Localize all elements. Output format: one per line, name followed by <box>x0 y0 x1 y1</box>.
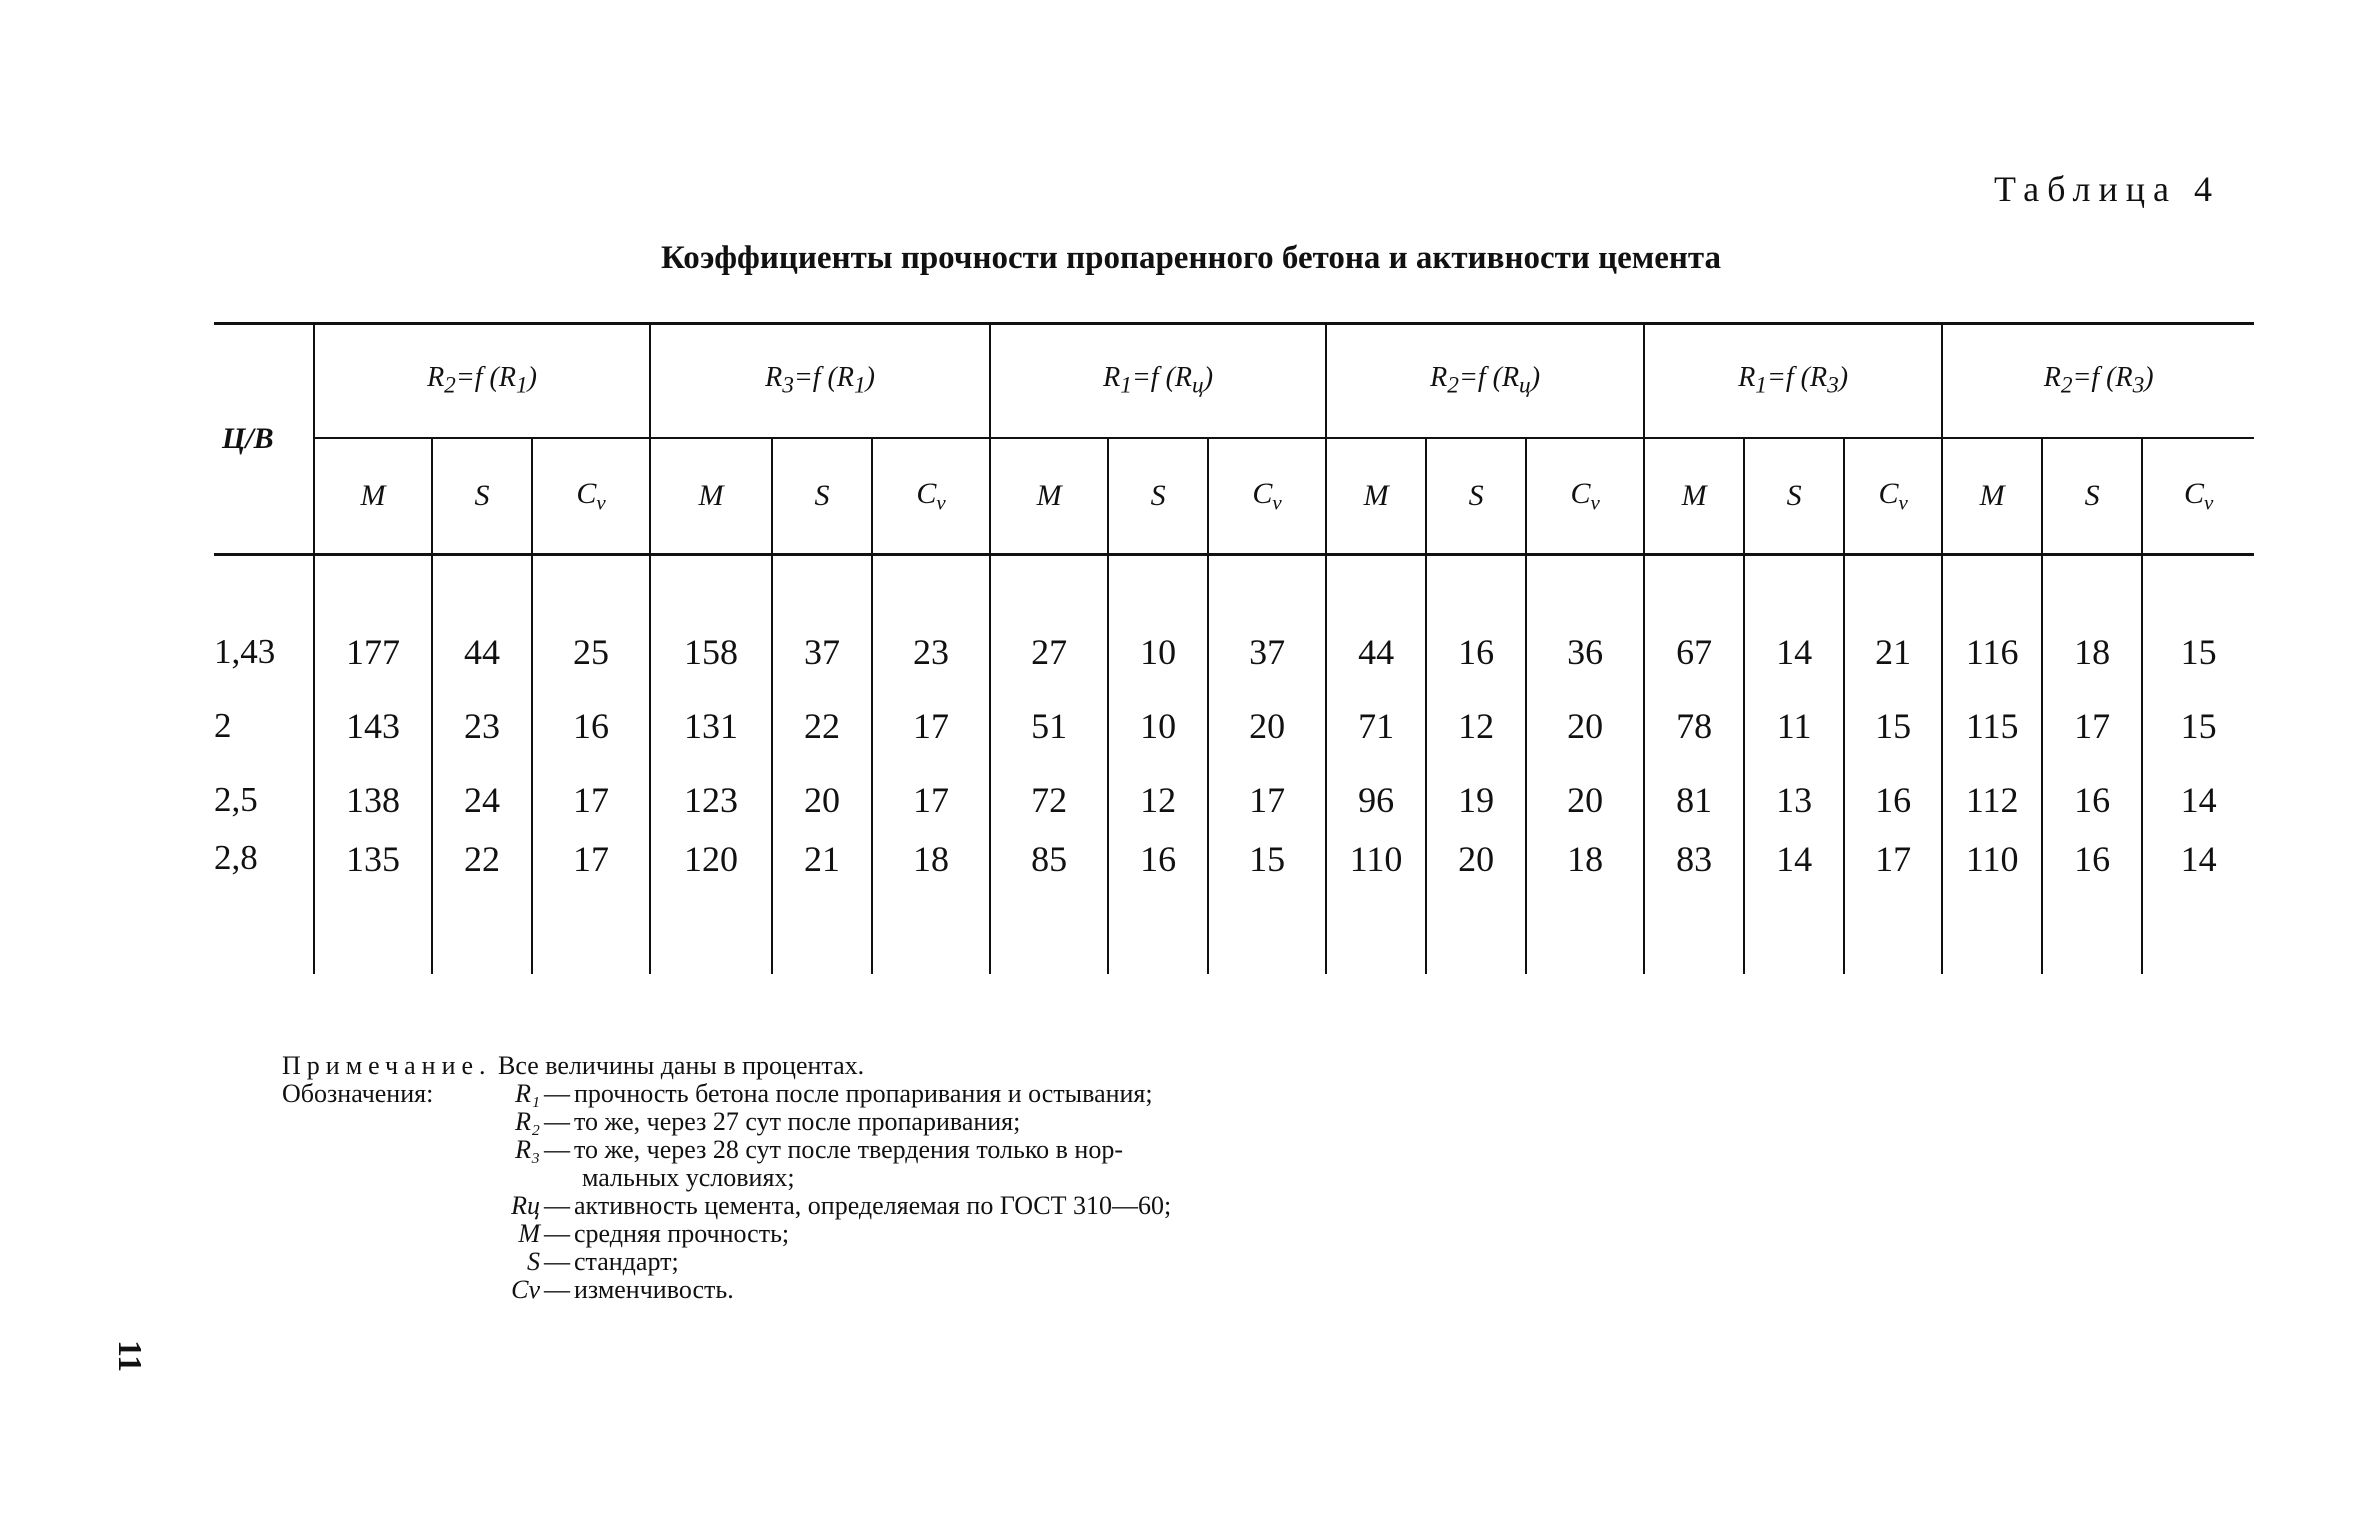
table-cell: 15 <box>1844 689 1942 763</box>
table-row <box>214 763 2254 837</box>
group-header-r3-r1: $R_3=f$ $(R_1)$ <box>650 324 990 439</box>
table-cell: 25 <box>532 555 650 690</box>
table-cell: 14 <box>2142 837 2254 974</box>
table-cell: 71 <box>1326 689 1426 763</box>
table-cell: 112 <box>1942 763 2042 837</box>
subheader-s: S <box>1426 438 1526 555</box>
table-cell: 158 <box>650 555 772 690</box>
subheader-cv: $C_v$ <box>1844 438 1942 555</box>
table-cell: 16 <box>2042 763 2142 837</box>
table-cell: 16 <box>1108 837 1208 974</box>
table-cell: 116 <box>1942 555 2042 690</box>
group-header-r2-rc: $R_2=f$ $(R_ц)$ <box>1326 324 1644 439</box>
table-cell: 143 <box>314 689 432 763</box>
row-label: 2,5 <box>214 780 258 819</box>
table-cell: 123 <box>650 763 772 837</box>
notation-item: R₁ — прочность бетона после пропаривания и остывания; <box>515 1079 1153 1108</box>
table-cell: 17 <box>1844 837 1942 974</box>
table-cell: 13 <box>1744 763 1844 837</box>
table-cell: 67 <box>1644 555 1744 690</box>
coefficients-table <box>214 322 2254 974</box>
table-cell: 131 <box>650 689 772 763</box>
table-cell: 18 <box>1526 837 1644 974</box>
table-cell: 110 <box>1326 837 1426 974</box>
table-cell: 51 <box>990 689 1108 763</box>
subheader-s: S <box>1108 438 1208 555</box>
table-cell: 120 <box>650 837 772 974</box>
table-cell: 23 <box>872 555 990 690</box>
subheader-s: S <box>1744 438 1844 555</box>
table-cell: 16 <box>2042 837 2142 974</box>
table-cell: 20 <box>1208 689 1326 763</box>
table-note <box>282 1052 1432 1080</box>
subheader-m: M <box>1942 438 2042 555</box>
notation-item: Cv — изменчивость. <box>511 1275 734 1304</box>
subheader-m: M <box>650 438 772 555</box>
notation-label: Обозначения: <box>282 1079 434 1108</box>
group-header-r2-r1: $R_2=f$ $(R_1)$ <box>314 324 650 439</box>
table-cell: 14 <box>2142 763 2254 837</box>
table-cell: 18 <box>872 837 990 974</box>
table-cell: 22 <box>432 837 532 974</box>
table-cell: 96 <box>1326 763 1426 837</box>
table-cell: 72 <box>990 763 1108 837</box>
table-cell: 20 <box>1526 763 1644 837</box>
subheader-cv: $C_v$ <box>1208 438 1326 555</box>
table-number-label: Таблица 4 <box>1994 169 2220 209</box>
subheader-cv: $C_v$ <box>2142 438 2254 555</box>
table-cell: 21 <box>772 837 872 974</box>
subheader-cv: $C_v$ <box>1526 438 1644 555</box>
note-text: Все величины даны в процентах. <box>498 1051 865 1080</box>
table-cell: 85 <box>990 837 1108 974</box>
table-cell: 11 <box>1744 689 1844 763</box>
table-cell: 10 <box>1108 689 1208 763</box>
notation-item-continuation: мальных условиях; <box>582 1163 795 1192</box>
table-cell: 20 <box>1526 689 1644 763</box>
table-cell: 15 <box>2142 689 2254 763</box>
table-cell: 10 <box>1108 555 1208 690</box>
row-label: 2 <box>214 706 232 745</box>
table-cell: 16 <box>1426 555 1526 690</box>
notation-item: R₂ — то же, через 27 сут после пропаривания; <box>515 1107 1021 1136</box>
table-cell: 21 <box>1844 555 1942 690</box>
table-cell: 78 <box>1644 689 1744 763</box>
table-cell: 14 <box>1744 837 1844 974</box>
group-header-r2-r3: $R_2=f$ $(R_3)$ <box>1942 324 2254 439</box>
subheader-s: S <box>2042 438 2142 555</box>
table-cell: 37 <box>1208 555 1326 690</box>
table-cell: 27 <box>990 555 1108 690</box>
table-cell: 15 <box>2142 555 2254 690</box>
subheader-m: M <box>1644 438 1744 555</box>
table-cell: 17 <box>532 837 650 974</box>
table-row <box>214 837 2254 974</box>
group-header-r1-r3: $R_1=f$ $(R_3)$ <box>1644 324 1942 439</box>
table-cell: 81 <box>1644 763 1744 837</box>
page-number: 11 <box>111 1340 148 1373</box>
table-cell: 44 <box>1326 555 1426 690</box>
table-cell: 20 <box>772 763 872 837</box>
table-cell: 83 <box>1644 837 1744 974</box>
table-cell: 115 <box>1942 689 2042 763</box>
table-title: Коэффициенты прочности пропаренного бетона и активности цемента <box>660 240 1722 276</box>
row-label: 1,43 <box>214 632 276 671</box>
notation-item: M — средняя прочность; <box>518 1219 790 1248</box>
table-cell: 135 <box>314 837 432 974</box>
table-cell: 16 <box>532 689 650 763</box>
table-cell: 37 <box>772 555 872 690</box>
table-cell: 36 <box>1526 555 1644 690</box>
table-cell: 110 <box>1942 837 2042 974</box>
table-body <box>214 555 2254 975</box>
table-cell: 16 <box>1844 763 1942 837</box>
subheader-m: M <box>1326 438 1426 555</box>
table-cell: 22 <box>772 689 872 763</box>
table-cell: 138 <box>314 763 432 837</box>
table-cell: 19 <box>1426 763 1526 837</box>
table-row <box>214 689 2254 763</box>
table-cell: 12 <box>1108 763 1208 837</box>
table-cell: 17 <box>872 763 990 837</box>
row-label: 2,8 <box>214 838 258 877</box>
table-cell: 24 <box>432 763 532 837</box>
table-cell: 177 <box>314 555 432 690</box>
subheader-cv: $C_v$ <box>872 438 990 555</box>
subheader-m: M <box>314 438 432 555</box>
table-cell: 44 <box>432 555 532 690</box>
subheader-s: S <box>432 438 532 555</box>
table-cell: 17 <box>532 763 650 837</box>
group-header-r1-rc: $R_1=f$ $(R_ц)$ <box>990 324 1326 439</box>
notation-item: R₃ — то же, через 28 сут после твердения только в нор- <box>515 1135 1124 1164</box>
notation-item: Rц — активность цемента, определяемая по ГОСТ 310—60; <box>511 1191 1172 1220</box>
notation-item: S — стандарт; <box>527 1247 679 1276</box>
table-cell: 17 <box>2042 689 2142 763</box>
table-cell: 14 <box>1744 555 1844 690</box>
note-keyword: Примечание. <box>282 1051 492 1080</box>
table-cell: 15 <box>1208 837 1326 974</box>
table-cell: 17 <box>1208 763 1326 837</box>
table-cell: 23 <box>432 689 532 763</box>
table-cell: 12 <box>1426 689 1526 763</box>
subheader-m: M <box>990 438 1108 555</box>
table-row <box>214 555 2254 690</box>
subheader-cv: $C_v$ <box>532 438 650 555</box>
table-cell: 17 <box>872 689 990 763</box>
subheader-s: S <box>772 438 872 555</box>
ratio-column-header: Ц/В <box>214 324 314 555</box>
table-cell: 20 <box>1426 837 1526 974</box>
table-cell: 18 <box>2042 555 2142 690</box>
